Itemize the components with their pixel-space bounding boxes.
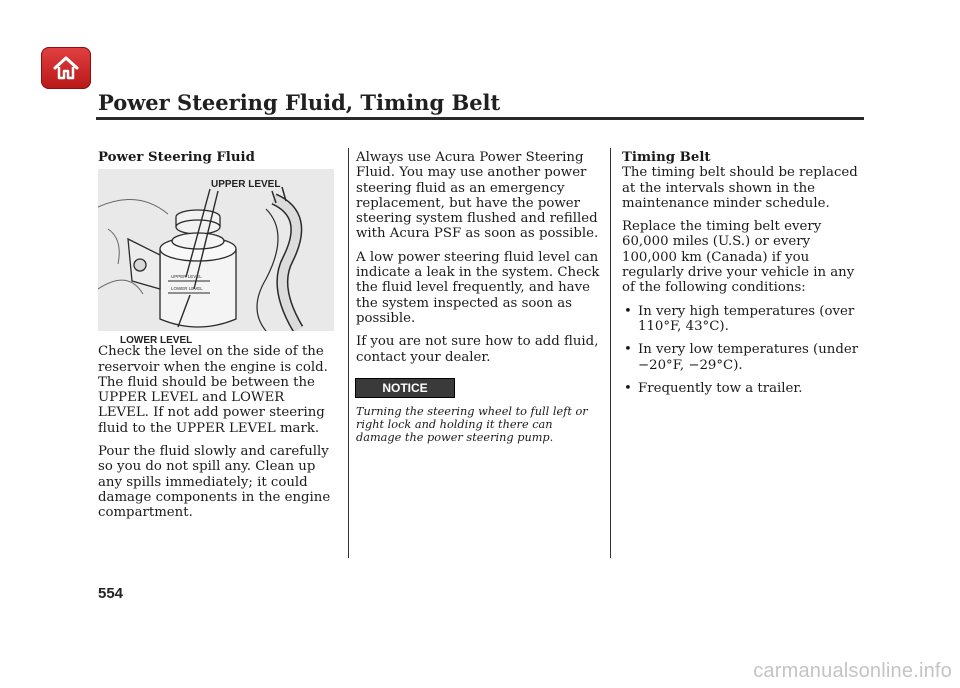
section-heading-timing-belt: Timing Belt: [622, 150, 711, 165]
page-title: Power Steering Fluid, Timing Belt: [98, 90, 501, 115]
tank-lower-mark: LOWER LEVEL: [171, 286, 203, 292]
notice-text: Turning the steering wheel to full left or right lock and holding it there can damage the power steering pump.: [356, 404, 588, 445]
section-heading-power-steering: Power Steering Fluid: [98, 150, 255, 165]
title-divider: [96, 117, 864, 120]
reservoir-illustration: [98, 169, 334, 347]
upper-level-label: UPPER LEVEL: [211, 179, 281, 191]
lower-level-label: LOWER LEVEL: [120, 335, 193, 347]
tank-upper-mark: UPPER LEVEL: [171, 274, 202, 280]
notice-badge: NOTICE: [356, 379, 454, 397]
column-divider: [348, 148, 349, 558]
paragraph-contact-dealer: If you are not sure how to add fluid, contact your dealer.: [356, 334, 599, 365]
paragraph-replace-conditions: Replace the timing belt every 60,000 miles (U.S.) or every 100,000 km (Canada) if you regularly drive your vehicle in any of the following conditions:: [622, 219, 855, 296]
watermark: carmanualsonline.info: [753, 660, 952, 682]
page-number: 554: [98, 585, 124, 602]
paragraph-check-level: Check the level on the side of the reservoir when the engine is cold. The fluid should be between the UPPER LEVEL and LOWER LEVEL. If not add power steering fluid to the UPPER LEVEL mark.: [98, 344, 328, 436]
column-divider: [610, 148, 611, 558]
paragraph-timing-interval: The timing belt should be replaced at the intervals shown in the maintenance minder schedule.: [622, 165, 858, 211]
paragraph-low-level: A low power steering fluid level can indicate a leak in the system. Check the fluid level frequently, and have the system inspected as soon as possible.: [356, 249, 600, 326]
column-timing-belt: [622, 150, 866, 404]
home-icon: [52, 55, 80, 81]
column-fluid-advice: [356, 150, 600, 453]
paragraph-acura-psf: Always use Acura Power Steering Fluid. You may use another power steering fluid as an emergency replacement, but have the power steering system flushed and refilled with Acura PSF as soon as possible.: [356, 150, 599, 242]
paragraph-pour-fluid: Pour the fluid slowly and carefully so you do not spill any. Clean up any spills immediately; it could damage components in the engine compartment.: [98, 444, 331, 521]
list-item: • In very high temperatures (over 110°F, 43°C).: [622, 304, 866, 335]
column-power-steering: [98, 150, 338, 529]
home-button[interactable]: [41, 47, 91, 89]
condition-list: [622, 304, 866, 396]
reservoir-drawing: [98, 169, 334, 331]
list-item: • In very low temperatures (under −20°F, −29°C).: [622, 342, 866, 373]
list-item: • Frequently tow a trailer.: [622, 381, 866, 396]
